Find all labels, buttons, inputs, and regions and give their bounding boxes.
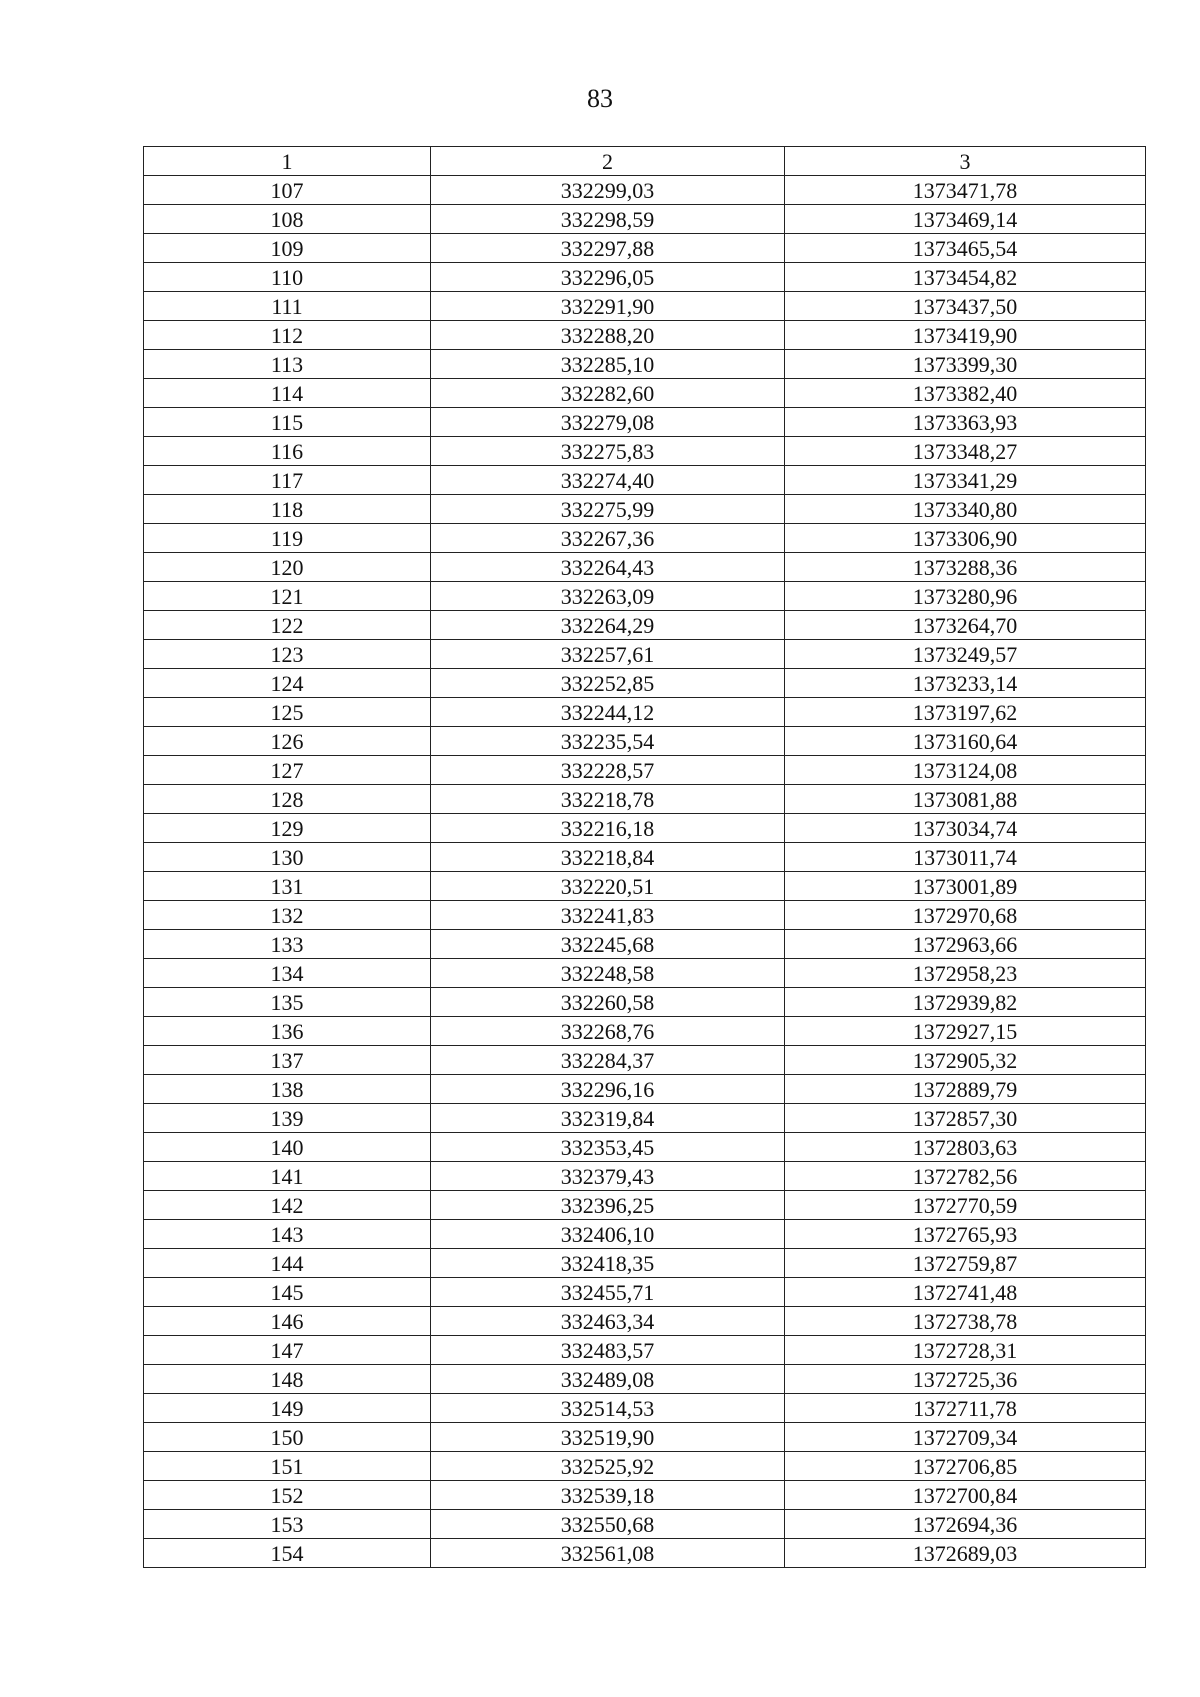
cell-coordinate-y: 1373382,40	[785, 379, 1146, 408]
cell-point-number: 140	[144, 1133, 431, 1162]
cell-point-number: 152	[144, 1481, 431, 1510]
cell-point-number: 147	[144, 1336, 431, 1365]
cell-coordinate-y: 1372958,23	[785, 959, 1146, 988]
cell-coordinate-y: 1372741,48	[785, 1278, 1146, 1307]
cell-point-number: 132	[144, 901, 431, 930]
table-row	[144, 234, 1146, 263]
cell-point-number: 151	[144, 1452, 431, 1481]
cell-coordinate-y: 1373160,64	[785, 727, 1146, 756]
cell-coordinate-y: 1373399,30	[785, 350, 1146, 379]
column-header-2: 2	[431, 147, 785, 176]
cell-coordinate-x: 332298,59	[431, 205, 785, 234]
cell-coordinate-x: 332561,08	[431, 1539, 785, 1568]
cell-coordinate-y: 1373340,80	[785, 495, 1146, 524]
cell-coordinate-y: 1372857,30	[785, 1104, 1146, 1133]
cell-point-number: 115	[144, 408, 431, 437]
table-row	[144, 669, 1146, 698]
cell-coordinate-x: 332525,92	[431, 1452, 785, 1481]
cell-coordinate-x: 332279,08	[431, 408, 785, 437]
cell-coordinate-y: 1372939,82	[785, 988, 1146, 1017]
cell-coordinate-y: 1372738,78	[785, 1307, 1146, 1336]
cell-coordinate-x: 332296,16	[431, 1075, 785, 1104]
table-row	[144, 698, 1146, 727]
cell-coordinate-x: 332284,37	[431, 1046, 785, 1075]
cell-point-number: 150	[144, 1423, 431, 1452]
cell-coordinate-y: 1372709,34	[785, 1423, 1146, 1452]
cell-coordinate-y: 1372759,87	[785, 1249, 1146, 1278]
cell-coordinate-x: 332235,54	[431, 727, 785, 756]
cell-point-number: 114	[144, 379, 431, 408]
cell-point-number: 123	[144, 640, 431, 669]
page-number: 83	[587, 84, 613, 113]
table-row	[144, 785, 1146, 814]
cell-point-number: 111	[144, 292, 431, 321]
cell-coordinate-y: 1372711,78	[785, 1394, 1146, 1423]
cell-coordinate-x: 332216,18	[431, 814, 785, 843]
cell-coordinate-y: 1373454,82	[785, 263, 1146, 292]
cell-point-number: 149	[144, 1394, 431, 1423]
cell-coordinate-y: 1373081,88	[785, 785, 1146, 814]
cell-coordinate-y: 1372765,93	[785, 1220, 1146, 1249]
cell-point-number: 109	[144, 234, 431, 263]
cell-coordinate-x: 332257,61	[431, 640, 785, 669]
cell-coordinate-x: 332282,60	[431, 379, 785, 408]
table-row	[144, 1104, 1146, 1133]
cell-coordinate-x: 332267,36	[431, 524, 785, 553]
cell-point-number: 133	[144, 930, 431, 959]
table-row	[144, 466, 1146, 495]
cell-coordinate-x: 332252,85	[431, 669, 785, 698]
cell-coordinate-x: 332248,58	[431, 959, 785, 988]
cell-coordinate-y: 1373363,93	[785, 408, 1146, 437]
cell-point-number: 130	[144, 843, 431, 872]
table-row	[144, 495, 1146, 524]
table-row	[144, 292, 1146, 321]
column-header-1: 1	[144, 147, 431, 176]
table-row	[144, 1017, 1146, 1046]
cell-coordinate-y: 1372706,85	[785, 1452, 1146, 1481]
cell-coordinate-y: 1373034,74	[785, 814, 1146, 843]
table-row	[144, 872, 1146, 901]
cell-point-number: 136	[144, 1017, 431, 1046]
cell-point-number: 112	[144, 321, 431, 350]
cell-coordinate-x: 332241,83	[431, 901, 785, 930]
cell-point-number: 107	[144, 176, 431, 205]
cell-coordinate-x: 332483,57	[431, 1336, 785, 1365]
cell-coordinate-x: 332264,29	[431, 611, 785, 640]
cell-point-number: 127	[144, 756, 431, 785]
cell-coordinate-y: 1373306,90	[785, 524, 1146, 553]
cell-coordinate-y: 1372725,36	[785, 1365, 1146, 1394]
column-header-3: 3	[785, 147, 1146, 176]
table-row	[144, 1510, 1146, 1539]
cell-coordinate-y: 1372694,36	[785, 1510, 1146, 1539]
cell-coordinate-y: 1372905,32	[785, 1046, 1146, 1075]
table-row	[144, 176, 1146, 205]
cell-coordinate-y: 1372963,66	[785, 930, 1146, 959]
cell-coordinate-y: 1373011,74	[785, 843, 1146, 872]
cell-coordinate-y: 1372770,59	[785, 1191, 1146, 1220]
cell-coordinate-x: 332291,90	[431, 292, 785, 321]
table-row	[144, 1046, 1146, 1075]
cell-point-number: 120	[144, 553, 431, 582]
table-row	[144, 1133, 1146, 1162]
cell-coordinate-x: 332550,68	[431, 1510, 785, 1539]
cell-point-number: 122	[144, 611, 431, 640]
table-row	[144, 524, 1146, 553]
cell-point-number: 134	[144, 959, 431, 988]
cell-coordinate-x: 332299,03	[431, 176, 785, 205]
table-row	[144, 1075, 1146, 1104]
cell-coordinate-y: 1373288,36	[785, 553, 1146, 582]
cell-point-number: 137	[144, 1046, 431, 1075]
table-row	[144, 814, 1146, 843]
cell-coordinate-x: 332297,88	[431, 234, 785, 263]
table-row	[144, 1307, 1146, 1336]
cell-coordinate-y: 1373124,08	[785, 756, 1146, 785]
cell-point-number: 128	[144, 785, 431, 814]
coordinates-table	[143, 146, 1146, 1568]
cell-point-number: 146	[144, 1307, 431, 1336]
table-row	[144, 1481, 1146, 1510]
cell-point-number: 142	[144, 1191, 431, 1220]
cell-coordinate-x: 332264,43	[431, 553, 785, 582]
cell-coordinate-y: 1373465,54	[785, 234, 1146, 263]
cell-coordinate-y: 1373419,90	[785, 321, 1146, 350]
cell-point-number: 125	[144, 698, 431, 727]
cell-coordinate-y: 1373264,70	[785, 611, 1146, 640]
table-row	[144, 1278, 1146, 1307]
cell-point-number: 124	[144, 669, 431, 698]
cell-coordinate-y: 1373341,29	[785, 466, 1146, 495]
table-row	[144, 756, 1146, 785]
cell-coordinate-y: 1372728,31	[785, 1336, 1146, 1365]
cell-coordinate-y: 1373249,57	[785, 640, 1146, 669]
cell-point-number: 117	[144, 466, 431, 495]
table-row	[144, 611, 1146, 640]
table-row	[144, 321, 1146, 350]
table-row	[144, 205, 1146, 234]
cell-coordinate-y: 1372970,68	[785, 901, 1146, 930]
cell-point-number: 148	[144, 1365, 431, 1394]
cell-coordinate-x: 332245,68	[431, 930, 785, 959]
cell-coordinate-x: 332268,76	[431, 1017, 785, 1046]
cell-point-number: 118	[144, 495, 431, 524]
cell-coordinate-x: 332275,83	[431, 437, 785, 466]
cell-coordinate-y: 1373280,96	[785, 582, 1146, 611]
cell-point-number: 108	[144, 205, 431, 234]
cell-point-number: 139	[144, 1104, 431, 1133]
table-row	[144, 901, 1146, 930]
cell-coordinate-x: 332263,09	[431, 582, 785, 611]
cell-coordinate-y: 1373437,50	[785, 292, 1146, 321]
table-row	[144, 1191, 1146, 1220]
table-row	[144, 379, 1146, 408]
cell-point-number: 135	[144, 988, 431, 1017]
cell-point-number: 138	[144, 1075, 431, 1104]
cell-point-number: 121	[144, 582, 431, 611]
cell-point-number: 143	[144, 1220, 431, 1249]
table-row	[144, 1539, 1146, 1568]
cell-coordinate-y: 1372700,84	[785, 1481, 1146, 1510]
cell-point-number: 126	[144, 727, 431, 756]
cell-coordinate-x: 332396,25	[431, 1191, 785, 1220]
table-row	[144, 1423, 1146, 1452]
cell-coordinate-x: 332274,40	[431, 466, 785, 495]
cell-coordinate-x: 332418,35	[431, 1249, 785, 1278]
table-row	[144, 437, 1146, 466]
cell-coordinate-x: 332218,84	[431, 843, 785, 872]
cell-point-number: 113	[144, 350, 431, 379]
cell-coordinate-y: 1372803,63	[785, 1133, 1146, 1162]
cell-coordinate-y: 1373197,62	[785, 698, 1146, 727]
cell-coordinate-x: 332379,43	[431, 1162, 785, 1191]
cell-point-number: 131	[144, 872, 431, 901]
table-row	[144, 1452, 1146, 1481]
cell-coordinate-x: 332539,18	[431, 1481, 785, 1510]
cell-coordinate-x: 332406,10	[431, 1220, 785, 1249]
cell-point-number: 144	[144, 1249, 431, 1278]
cell-coordinate-y: 1373471,78	[785, 176, 1146, 205]
table-row	[144, 988, 1146, 1017]
cell-coordinate-x: 332285,10	[431, 350, 785, 379]
cell-coordinate-x: 332228,57	[431, 756, 785, 785]
table-row	[144, 263, 1146, 292]
cell-coordinate-y: 1372689,03	[785, 1539, 1146, 1568]
table-row	[144, 930, 1146, 959]
table-row	[144, 640, 1146, 669]
cell-coordinate-x: 332260,58	[431, 988, 785, 1017]
cell-point-number: 110	[144, 263, 431, 292]
table-body	[144, 176, 1146, 1568]
cell-coordinate-x: 332489,08	[431, 1365, 785, 1394]
table-row	[144, 408, 1146, 437]
table-row	[144, 1220, 1146, 1249]
cell-point-number: 153	[144, 1510, 431, 1539]
cell-coordinate-y: 1372782,56	[785, 1162, 1146, 1191]
table-header-row	[144, 147, 1146, 176]
table-row	[144, 1249, 1146, 1278]
cell-coordinate-y: 1373348,27	[785, 437, 1146, 466]
cell-point-number: 129	[144, 814, 431, 843]
cell-point-number: 141	[144, 1162, 431, 1191]
table-row	[144, 553, 1146, 582]
table-row	[144, 350, 1146, 379]
cell-coordinate-y: 1372889,79	[785, 1075, 1146, 1104]
cell-coordinate-x: 332319,84	[431, 1104, 785, 1133]
table-row	[144, 582, 1146, 611]
cell-point-number: 154	[144, 1539, 431, 1568]
cell-point-number: 145	[144, 1278, 431, 1307]
table-row	[144, 1162, 1146, 1191]
cell-coordinate-x: 332244,12	[431, 698, 785, 727]
table-row	[144, 727, 1146, 756]
cell-coordinate-y: 1373001,89	[785, 872, 1146, 901]
cell-coordinate-x: 332275,99	[431, 495, 785, 524]
cell-coordinate-x: 332296,05	[431, 263, 785, 292]
table-row	[144, 1365, 1146, 1394]
cell-coordinate-x: 332519,90	[431, 1423, 785, 1452]
table-row	[144, 843, 1146, 872]
cell-coordinate-y: 1372927,15	[785, 1017, 1146, 1046]
table-row	[144, 959, 1146, 988]
cell-coordinate-x: 332463,34	[431, 1307, 785, 1336]
cell-coordinate-x: 332353,45	[431, 1133, 785, 1162]
cell-coordinate-x: 332514,53	[431, 1394, 785, 1423]
table-row	[144, 1336, 1146, 1365]
cell-point-number: 116	[144, 437, 431, 466]
cell-coordinate-x: 332455,71	[431, 1278, 785, 1307]
cell-coordinate-y: 1373233,14	[785, 669, 1146, 698]
cell-point-number: 119	[144, 524, 431, 553]
cell-coordinate-y: 1373469,14	[785, 205, 1146, 234]
cell-coordinate-x: 332288,20	[431, 321, 785, 350]
cell-coordinate-x: 332218,78	[431, 785, 785, 814]
cell-coordinate-x: 332220,51	[431, 872, 785, 901]
table-row	[144, 1394, 1146, 1423]
